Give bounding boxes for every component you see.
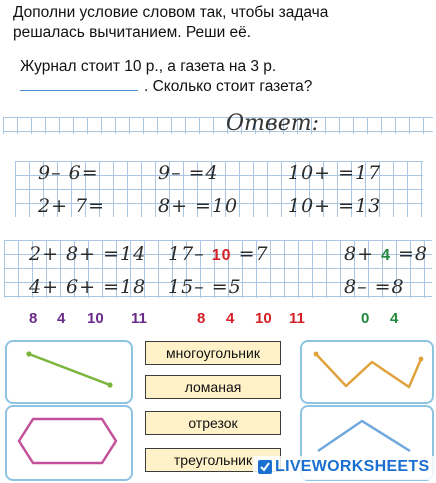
number-tile-red-10[interactable]: 10 [255,310,272,327]
segment-shape [7,342,131,402]
equation-3-3-fill[interactable]: 4 [381,247,391,264]
task-line-4 [20,77,312,96]
task-line-3: Журнал стоит 10 р., а газета на 3 р. [20,58,277,75]
number-tile-purple-10[interactable]: 10 [87,310,104,327]
answer-label: Ответ: [226,111,319,136]
equation-2-1: 2+ 7= [38,195,106,217]
equation-1-2: 9– =4 [158,162,219,184]
hexagon-shape [7,407,131,479]
number-tile-purple-11[interactable]: 11 [131,310,147,327]
equation-3-2 [168,243,269,265]
equation-1-3: 10+ =17 [288,162,382,184]
polygon-card[interactable] [5,405,133,481]
equation-4-2: 15– =5 [168,276,242,298]
equation-1-1: 9– 6= [38,162,99,184]
number-tile-red-11[interactable]: 11 [289,310,305,327]
equation-2-3: 10+ =13 [288,195,382,217]
answer-input[interactable] [318,117,430,134]
watermark-text: LIVEWORKSHEETS [275,458,430,475]
equation-3-2-fill[interactable]: 10 [211,247,232,264]
number-tile-red-4[interactable]: 4 [226,310,235,327]
task-line-2: решалась вычитанием. Реши её. [13,24,252,41]
word-box-triangle[interactable]: треугольник [145,448,281,472]
equation-3-3 [344,243,428,265]
number-tile-red-8[interactable]: 8 [197,310,206,327]
number-tile-green-0[interactable]: 0 [361,310,370,327]
liveworksheets-logo-icon [257,459,273,475]
number-tile-green-4[interactable]: 4 [390,310,399,327]
equation-3-3-right: =8 [398,243,429,265]
equation-4-1: 4+ 6+ =18 [29,276,147,298]
segment-card[interactable] [5,340,133,404]
answer-blank-input[interactable] [20,90,138,91]
word-box-broken-line[interactable]: ломаная [145,375,281,399]
equation-3-3-left: 8+ [344,243,375,265]
broken-line-shape [302,342,432,402]
number-tile-purple-4[interactable]: 4 [57,310,66,327]
task-line-1: Дополни условие словом так, чтобы задача [13,4,329,21]
word-box-segment[interactable]: отрезок [145,411,281,435]
equation-2-2: 8+ =10 [158,195,239,217]
broken-line-card[interactable] [300,340,434,404]
equation-3-1: 2+ 8+ =14 [29,243,147,265]
equation-3-2-right: =7 [238,243,269,265]
number-tile-purple-8[interactable]: 8 [29,310,38,327]
equation-3-2-left: 17– [168,243,205,265]
word-box-polygon[interactable]: многоугольник [145,341,281,365]
equation-4-3: 8– =8 [344,276,405,298]
task-line-4-text: . Сколько стоит газета? [144,78,313,95]
watermark [253,456,436,480]
